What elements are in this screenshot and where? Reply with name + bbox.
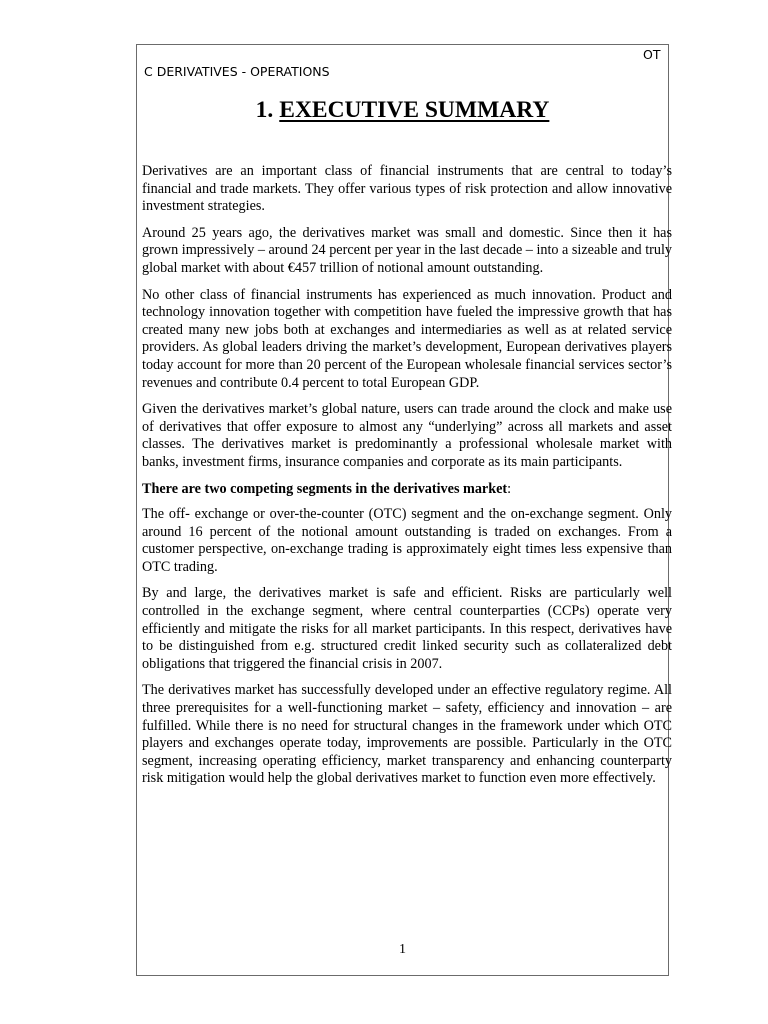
paragraph: By and large, the derivatives market is safe and efficient. Risks are particularly well controlled in the exchange segment, where central counterparties (CCPs) operate very efficiently and mitigate the risks for all market participants. In this respect, derivatives have to be distinguished from e.g. structured credit linked security such as collateralized debt obligations that triggered the financial crisis in 2007.: [142, 585, 672, 672]
segments-lead-tail: :: [507, 480, 512, 497]
paragraph: Around 25 years ago, the derivatives market was small and domestic. Since then it has grown impressively – around 24 percent per year in the last decade – into a sizeable and truly global market with about €457 trillion of notional amount outstanding.: [142, 224, 672, 276]
page-number: 1: [399, 942, 406, 957]
paragraph: Derivatives are an important class of financial instruments that are central to today’s financial and trade markets. They offer various types of risk protection and allow innovative investment strategies.: [142, 163, 672, 215]
header-left-text: C DERIVATIVES - OPERATIONS: [144, 64, 330, 79]
header-right-text: OT: [643, 47, 661, 62]
section-title-text: EXECUTIVE SUMMARY: [279, 97, 550, 123]
section-title: [140, 94, 665, 126]
segments-lead: [142, 481, 672, 499]
paragraph: The derivatives market has successfully developed under an effective regulatory regime. All three prerequisites for a well-functioning market – safety, efficiency and innovation – are fulfilled. While there is no need for structural changes in the framework under which OTC players and exchanges operate today, improvements are possible. Particularly in the OTC segment, increasing operating efficiency, market transparency and enhancing counterparty risk mitigation would help the global derivatives market to function even more effectively.: [142, 682, 672, 787]
section-number: 1.: [255, 97, 274, 123]
paragraph: Given the derivatives market’s global nature, users can trade around the clock and make use of derivatives that offer exposure to almost any “underlying” across all markets and asset classes. The derivatives market is predominantly a professional wholesale market with banks, investment firms, insurance companies and corporate as its main participants.: [142, 401, 672, 470]
paragraph: No other class of financial instruments has experienced as much innovation. Product and technology innovation together with competition have fueled the impressive growth that has created many new jobs both at exchanges and intermediaries as well as at related service providers. As global leaders driving the market’s development, European derivatives players today account for more than 20 percent of the European wholesale financial services sector’s revenues and contribute 0.4 percent to total European GDP.: [142, 286, 672, 391]
document-body: [142, 163, 672, 797]
paragraph: The off- exchange or over-the-counter (OTC) segment and the on-exchange segment. Only around 16 percent of the notional amount outstanding is traded on exchanges. From a customer perspective, on-exchange trading is approximately eight times less expensive than OTC trading.: [142, 506, 672, 575]
segments-lead-bold: There are two competing segments in the derivatives market: [142, 480, 508, 497]
